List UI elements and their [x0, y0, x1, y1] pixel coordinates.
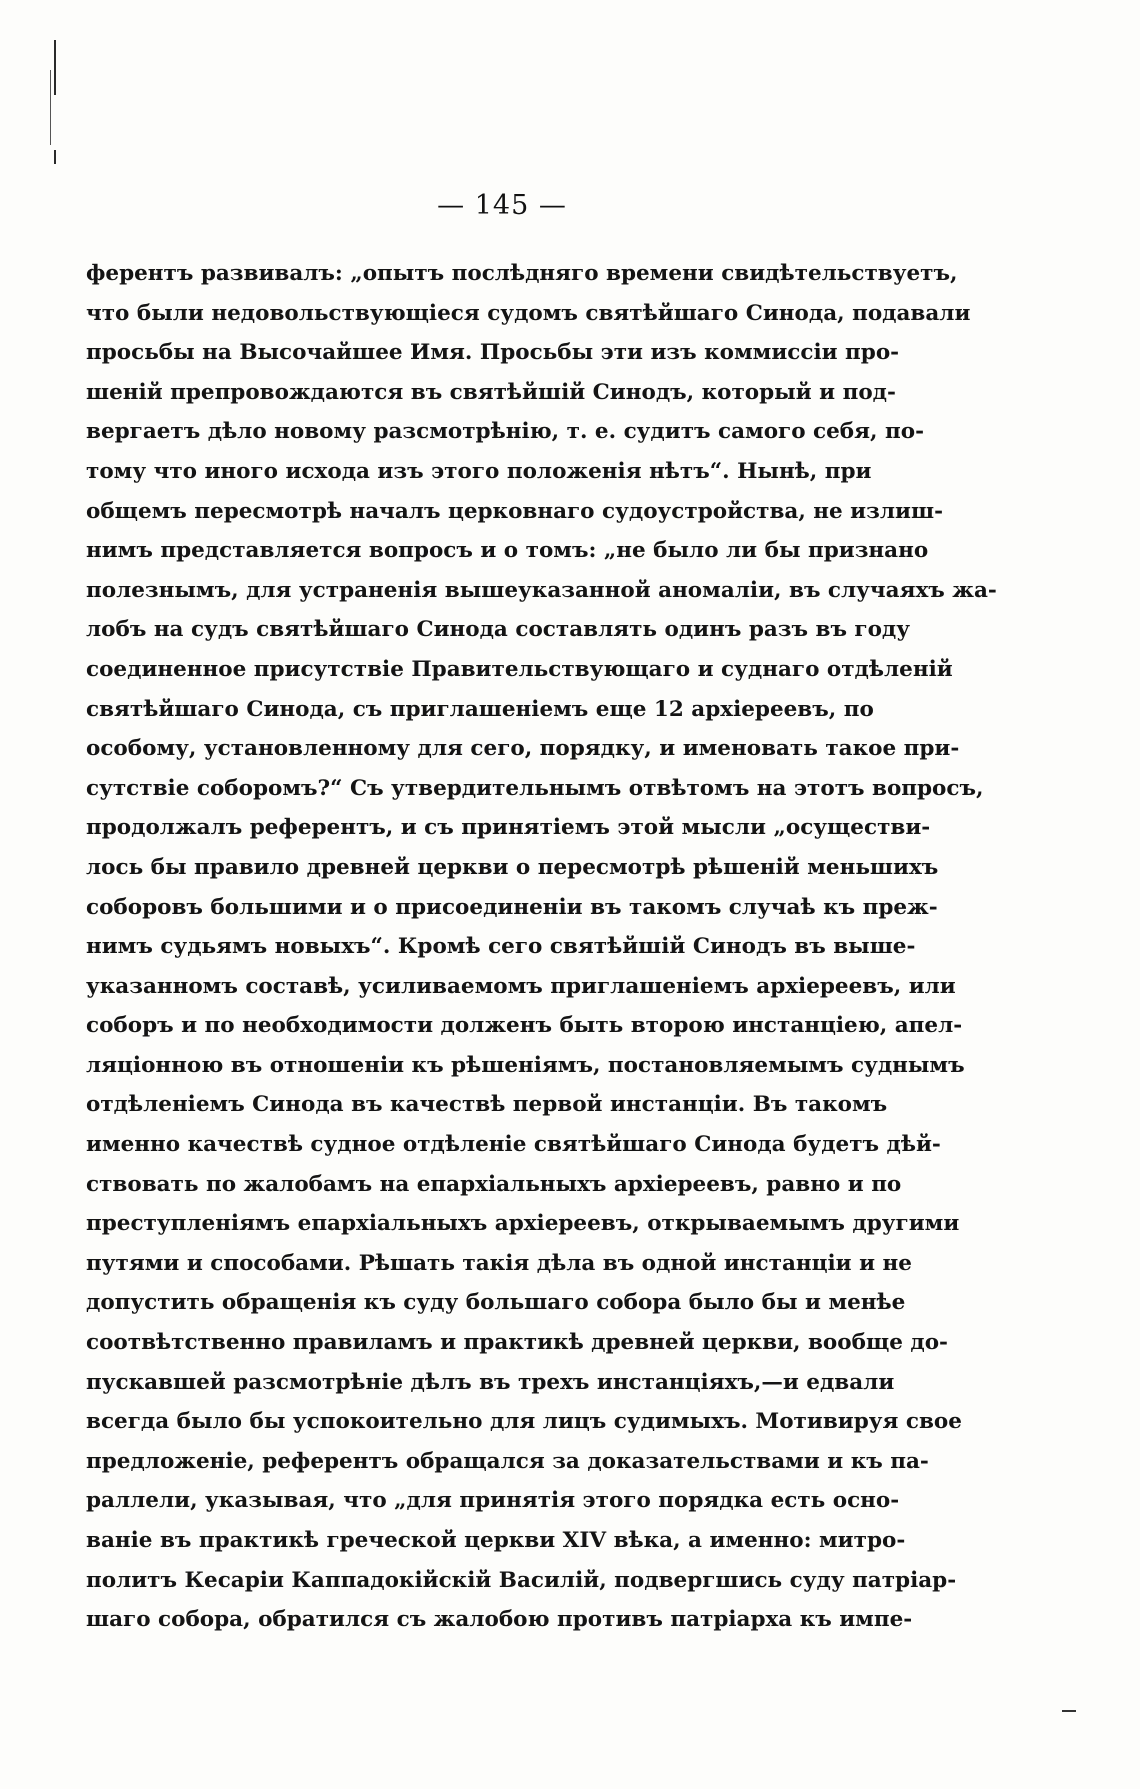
text-line: особому, установленному для сего, порядку, и именовать такое при- — [86, 736, 960, 762]
text-line: преступленіямъ епархіальныхъ архіереевъ, открываемымъ другими — [86, 1211, 960, 1237]
text-line: отдѣленіемъ Синода въ качествѣ первой инстанціи. Въ такомъ — [86, 1092, 888, 1118]
text-line: соборъ и по необходимости долженъ быть второю инстанціею, апел- — [86, 1013, 963, 1039]
text-line: полезнымъ, для устраненія вышеуказанной аномаліи, въ случаяхъ жа- — [86, 577, 997, 603]
text-line: соотвѣтственно правиламъ и практикѣ древней церкви, вообще до- — [86, 1330, 948, 1356]
text-line: соединенное присутствіе Правительствующаго и суднаго отдѣленій — [86, 656, 953, 682]
text-line: продолжалъ референтъ, и съ принятіемъ этой мысли „осуществи- — [86, 815, 931, 841]
text-line: тому что иного исхода изъ этого положенія нѣтъ“. Нынѣ, при — [86, 458, 872, 484]
text-line: что были недовольствующіеся судомъ святѣйшаго Синода, подавали — [86, 300, 971, 326]
text-line: именно качествѣ судное отдѣленіе святѣйшаго Синода будетъ дѣй- — [86, 1132, 941, 1158]
text-line: нимъ представляется вопросъ и о томъ: „не было ли бы признано — [86, 538, 929, 564]
body-text — [86, 254, 997, 1640]
scan-corner-mark — [1062, 1710, 1076, 1712]
text-line: пускавшей разсмотрѣніе дѣлъ въ трехъ инстанціяхъ,—и едвали — [86, 1369, 895, 1395]
text-line: нимъ судьямъ новыхъ“. Кромѣ сего святѣйшій Синодъ въ выше- — [86, 934, 916, 960]
scan-binding-edge — [54, 150, 56, 164]
text-line: указанномъ составѣ, усиливаемомъ приглашеніемъ архіереевъ, или — [86, 973, 956, 999]
scan-binding-edge — [50, 70, 51, 145]
text-line: лобъ на судъ святѣйшаго Синода составлять одинъ разъ въ году — [86, 617, 911, 643]
text-line: ствовать по жалобамъ на епархіальныхъ архіереевъ, равно и по — [86, 1171, 902, 1197]
text-line: ляціонною въ отношеніи къ рѣшеніямъ, постановляемымъ суднымъ — [86, 1052, 965, 1078]
text-line: предложеніе, референтъ обращался за доказательствами и къ па- — [86, 1448, 929, 1474]
text-line: путями и способами. Рѣшать такія дѣла въ одной инстанціи и не — [86, 1250, 912, 1276]
text-line: сутствіе соборомъ?“ Съ утвердительнымъ отвѣтомъ на этотъ вопросъ, — [86, 775, 984, 801]
text-line: вергаетъ дѣло новому разсмотрѣнію, т. е. судитъ самого себя, по- — [86, 419, 925, 445]
text-line: политъ Кесаріи Каппадокійскій Василій, подвергшись суду патріар- — [86, 1567, 957, 1593]
text-line: ваніе въ практикѣ греческой церкви XIV вѣка, а именно: митро- — [86, 1528, 906, 1553]
text-line: всегда было бы успокоительно для лицъ судимыхъ. Мотивируя свое — [86, 1409, 962, 1435]
text-line: общемъ пересмотрѣ началъ церковнаго судоустройства, не излиш- — [86, 498, 943, 524]
text-line: раллели, указывая, что „для принятія этого порядка есть осно- — [86, 1488, 900, 1514]
text-line: соборовъ большими и о присоединеніи въ такомъ случаѣ къ преж- — [86, 894, 938, 920]
page-number: — 145 — — [437, 190, 567, 221]
text-line: лось бы правило древней церкви о пересмотрѣ рѣшеній меньшихъ — [86, 854, 939, 880]
text-line: ферентъ развивалъ: „опытъ послѣдняго времени свидѣтельствуетъ, — [86, 261, 958, 286]
text-line: шеній препровождаются въ святѣйшій Синодъ, который и под- — [86, 379, 896, 405]
text-line: святѣйшаго Синода, съ приглашеніемъ еще 12 архіереевъ, по — [86, 696, 874, 722]
text-line: шаго собора, обратился съ жалобою противъ патріарха къ импе- — [86, 1607, 913, 1633]
text-line: просьбы на Высочайшее Имя. Просьбы эти изъ коммиссіи про- — [86, 340, 900, 366]
scan-binding-edge — [54, 40, 56, 95]
text-line: допустить обращенія къ суду большаго собора было бы и менѣе — [86, 1290, 906, 1316]
